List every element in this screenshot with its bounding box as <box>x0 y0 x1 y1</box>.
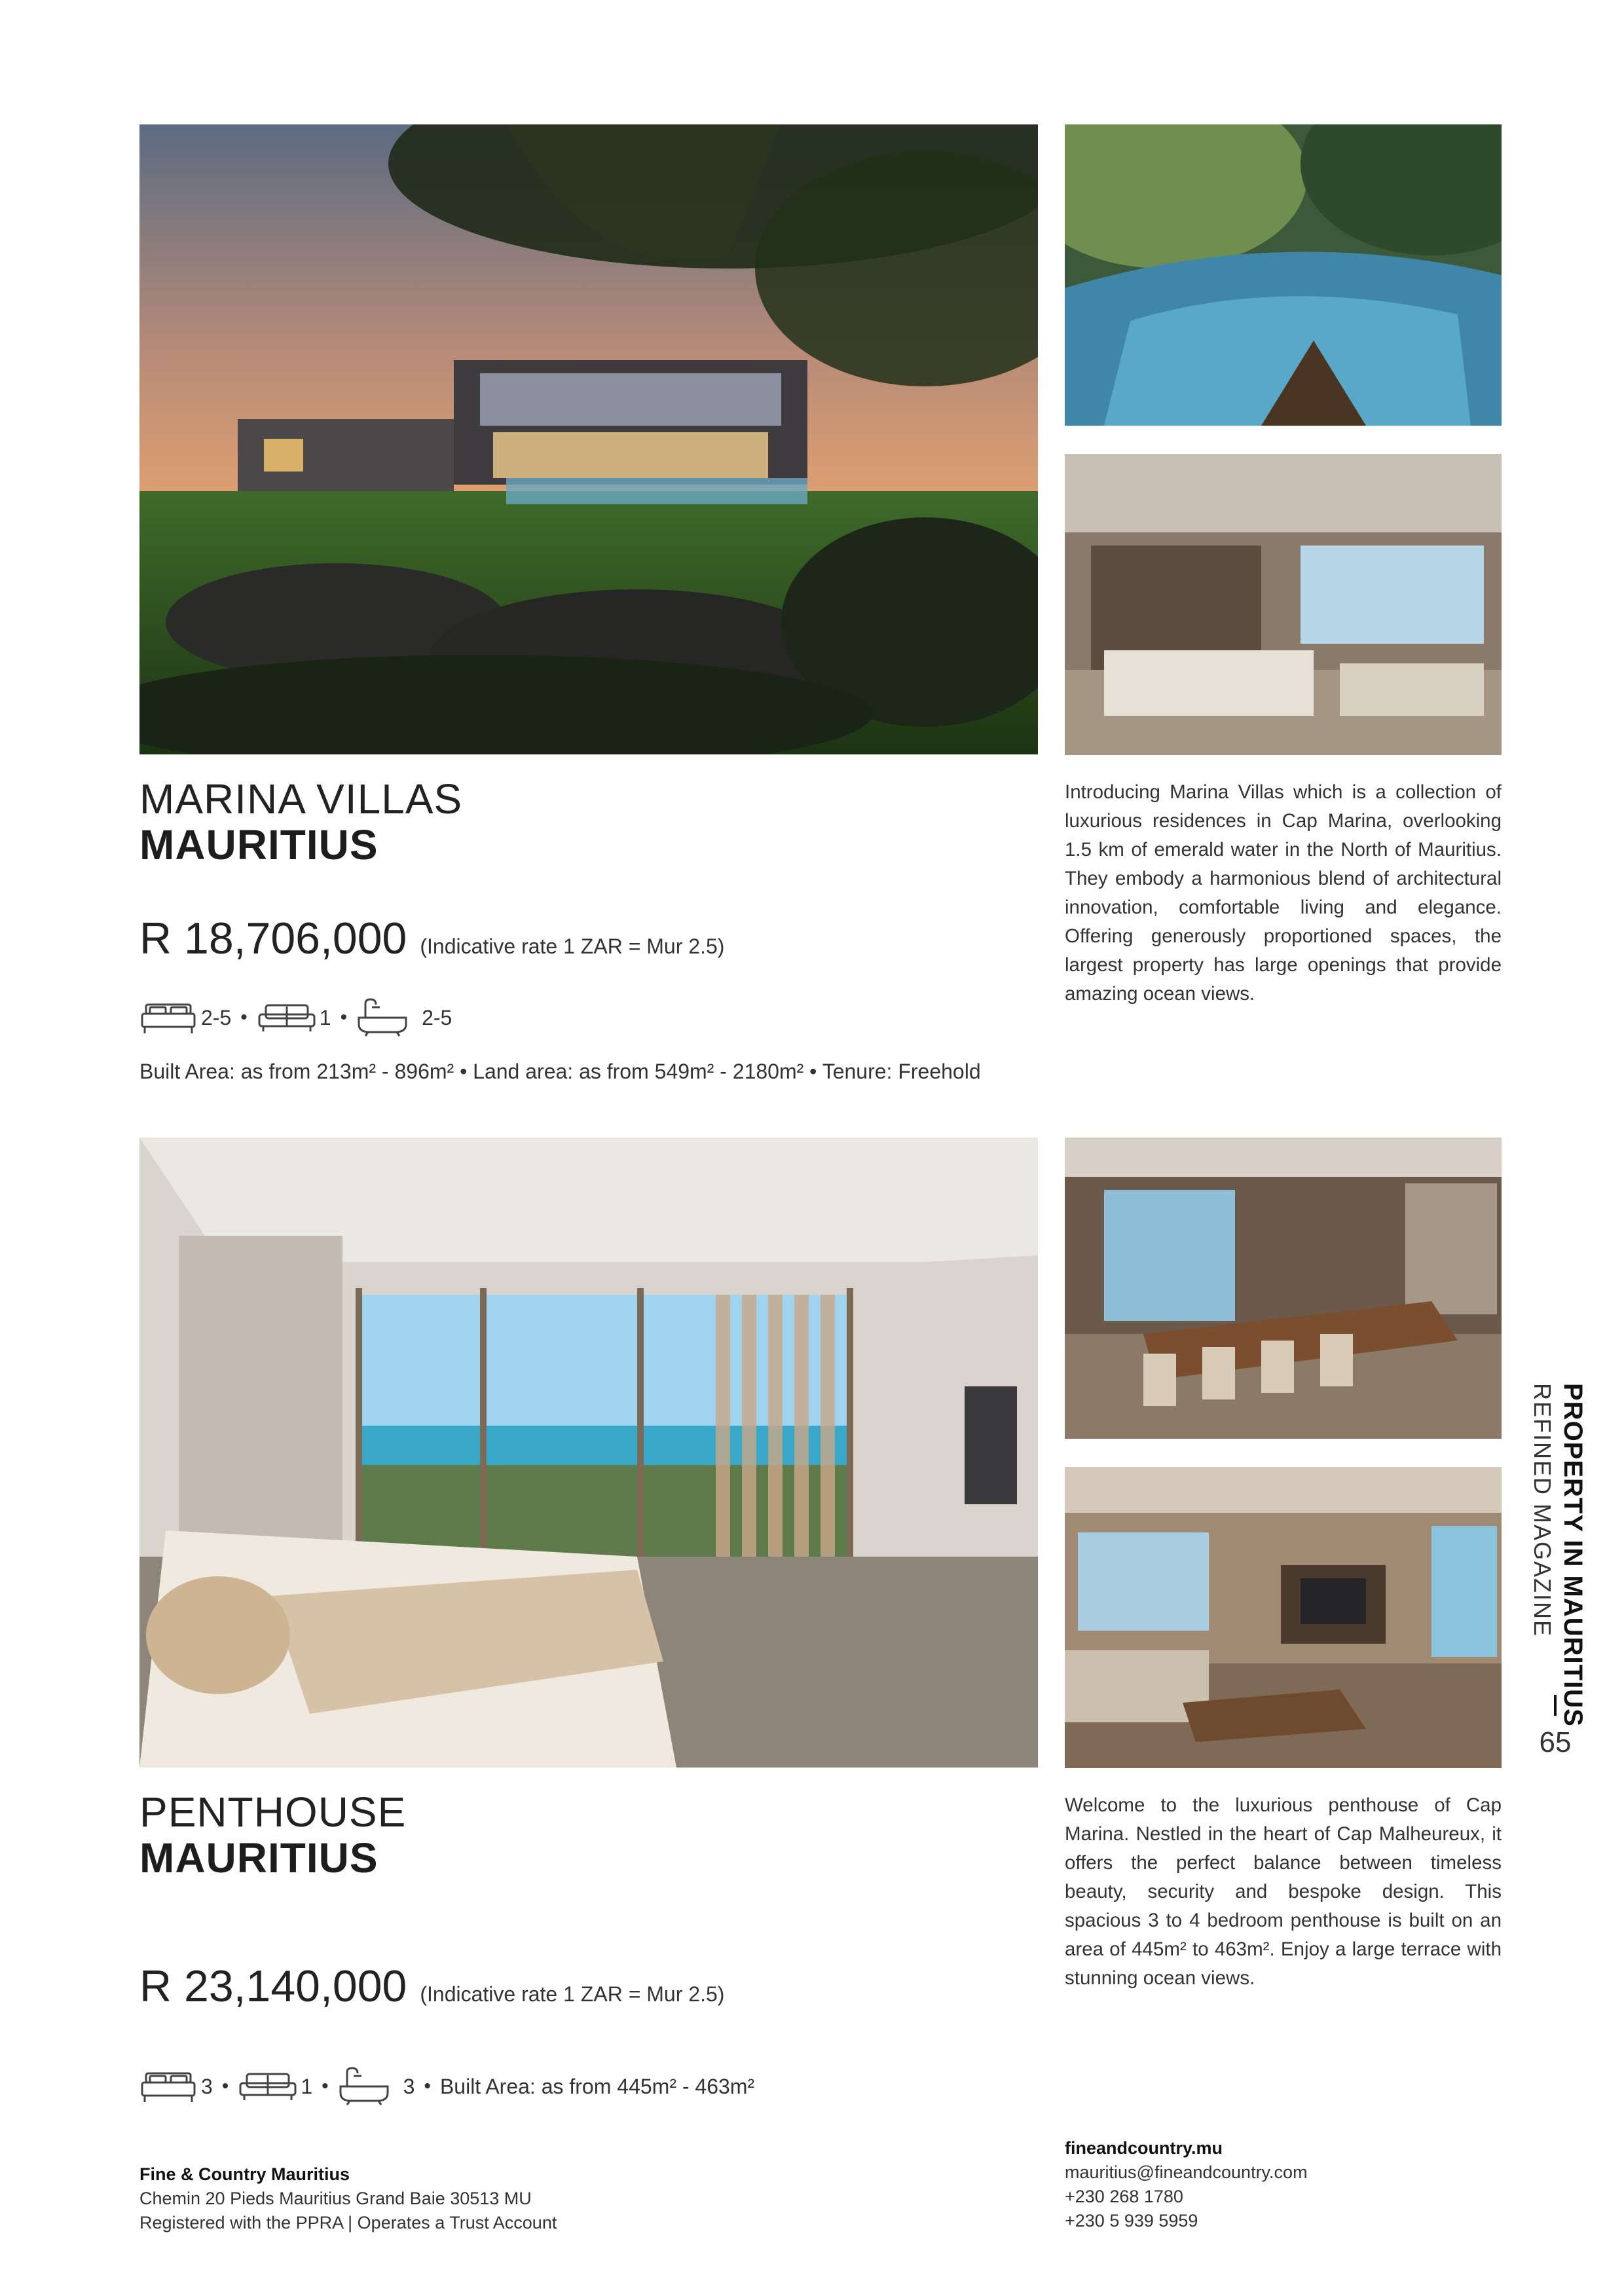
footer-phone-1[interactable]: +230 268 1780 <box>1065 2187 1183 2206</box>
listing-2-living: 1 <box>301 2074 313 2098</box>
listing-1-title-line1: MARINA VILLAS <box>139 775 463 823</box>
marina-villas-main-photo <box>139 124 1038 754</box>
listing-2-description: Welcome to the luxurious penthouse of Cap Marina. Nestled in the heart of Cap Malheureux, it offers the perfect balance between timeless beauty, security and bespoke design. This spacious 3 to 4 bedroom penthouse is built on an area of 445m² to 463m². Enjoy a large terrace with stunning ocean views. <box>1065 1794 1502 1989</box>
footer-company-block <box>139 2162 557 2235</box>
page-number: 65 <box>1539 1726 1572 1758</box>
listing-2-bedrooms: 3 <box>201 2074 213 2098</box>
spec-separator: • <box>340 1007 348 1028</box>
marina-villas-living-room-photo <box>1065 454 1502 755</box>
footer-phone-2[interactable]: +230 5 939 5959 <box>1065 2211 1198 2231</box>
listing-1-title <box>139 776 462 868</box>
spec-separator: • <box>322 2075 329 2097</box>
bed-icon <box>139 999 197 1036</box>
listing-2-title-line1: PENTHOUSE <box>139 1788 407 1836</box>
listing-1-bedrooms: 2-5 <box>201 1005 232 1029</box>
listing-2-price-row <box>139 1961 724 2012</box>
spec-separator: • <box>424 2075 431 2097</box>
bath-icon <box>338 2067 390 2106</box>
listing-2-price: R 23,140,000 <box>139 1961 407 2011</box>
marina-villas-pool-photo <box>1065 124 1502 426</box>
penthouse-dining-photo <box>1065 1138 1502 1439</box>
listing-1-details: Built Area: as from 213m² - 896m² • Land area: as from 549m² - 2180m² • Tenure: Freehold <box>139 1060 981 1083</box>
side-tab-subtitle: REFINED MAGAZINE <box>1529 1383 1556 1638</box>
listing-2-title-line2: MAURITIUS <box>139 1834 378 1882</box>
footer-website-link[interactable]: fineandcountry.mu <box>1065 2138 1223 2158</box>
penthouse-bedroom-photo <box>139 1138 1038 1768</box>
footer-address: Chemin 20 Pieds Mauritius Grand Baie 30513 MU <box>139 2189 532 2208</box>
spec-separator: • <box>221 2075 229 2097</box>
listing-2-details: Built Area: as from 445m² - 463m² <box>439 2074 755 2098</box>
listing-2-title <box>139 1789 406 1881</box>
footer-registration: Registered with the PPRA | Operates a Trust Account <box>139 2213 557 2232</box>
listing-1-price-note: (Indicative rate 1 ZAR = Mur 2.5) <box>420 935 725 958</box>
spec-separator: • <box>240 1007 248 1028</box>
listing-1-price: R 18,706,000 <box>139 914 407 963</box>
penthouse-lounge-photo <box>1065 1467 1502 1768</box>
footer-email-link[interactable]: mauritius@fineandcountry.com <box>1065 2162 1308 2182</box>
listing-1-bathrooms: 2-5 <box>422 1005 452 1029</box>
listing-1-description: Introducing Marina Villas which is a collection of luxurious residences in Cap Marina, overlooking 1.5 km of emerald water in the North of Mauritius. They embody a harmonious blend of architectural innovation, comfortable living and elegance. Offering generously proportioned spaces, the largest property has large openings that provide amazing ocean views. <box>1065 781 1502 1005</box>
listing-2-bathrooms: 3 <box>403 2074 415 2098</box>
page-number-divider <box>1554 1695 1557 1716</box>
listing-2-specs <box>139 2067 754 2106</box>
listing-1-title-line2: MAURITIUS <box>139 821 378 869</box>
bath-icon <box>356 998 409 1037</box>
side-tab-title: PROPERTY IN MAURITIUS <box>1559 1383 1587 1727</box>
sofa-icon <box>257 1001 317 1034</box>
footer-company-name: Fine & Country Mauritius <box>139 2164 350 2184</box>
sofa-icon <box>238 2070 298 2103</box>
listing-1-living: 1 <box>319 1005 331 1029</box>
footer-contact-block <box>1065 2136 1308 2233</box>
bed-icon <box>139 2068 197 2105</box>
listing-1-specs <box>139 998 452 1037</box>
listing-1-price-row <box>139 913 724 964</box>
listing-2-price-note: (Indicative rate 1 ZAR = Mur 2.5) <box>420 1982 725 2006</box>
